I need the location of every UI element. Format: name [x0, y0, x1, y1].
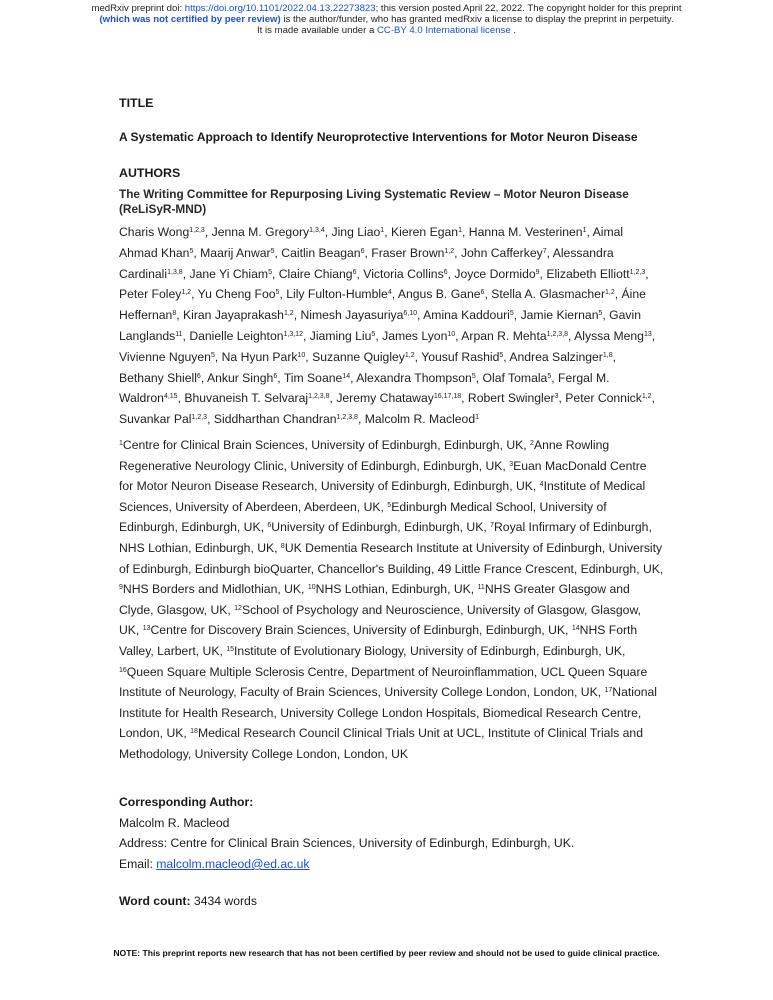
affiliation-text: Anne Rowling Regenerative Neurology Clinic, University of Edinburgh, Edinburgh, UK, [119, 437, 610, 473]
corresponding-name: Malcolm R. Macleod [119, 815, 230, 830]
author-affiliation-sup: 1,8 [602, 351, 613, 359]
author-name: Bethany Shiell [119, 370, 197, 385]
author-name: Gavin Langlands [119, 308, 641, 343]
author-name: Kiran Jayaprakash [183, 308, 284, 323]
author-affiliation-sup: 5 [268, 268, 272, 276]
author-affiliation-sup: 6 [196, 372, 201, 380]
author-affiliation-sup: 5 [371, 331, 376, 339]
author-affiliation-sup: 4 [387, 289, 392, 297]
author-affiliation-sup: 5 [509, 310, 514, 318]
license-link[interactable]: CC-BY 4.0 International license [376, 25, 511, 36]
author-affiliation-sup: 16,17,18 [433, 393, 462, 401]
title-heading: TITLE [119, 96, 154, 110]
affiliation-sup: 3 [509, 460, 514, 468]
author-affiliation-sup: 1,2,3,8 [546, 331, 569, 339]
author-name: Alyssa Meng [574, 328, 644, 343]
author-affiliation-sup: 1,2 [181, 289, 192, 297]
paper-title: A Systematic Approach to Identify Neuroprotective Interventions for Motor Neuron Disease [119, 130, 638, 144]
affiliation-sup: 13 [142, 625, 151, 633]
author-name: Jenna M. Gregory [211, 225, 310, 239]
affiliation-sup: 18 [190, 728, 198, 736]
affiliation-text: NHS Greater Glasgow and Clyde, Glasgow, UK, [119, 582, 630, 617]
affiliation-sup: 17 [604, 687, 613, 695]
author-name: Áine Heffernan [119, 287, 646, 323]
author-affiliation-sup: 13 [643, 331, 652, 339]
header-line1-suffix: ; this version posted April 22, 2022. The copyright holder for this preprint [375, 3, 682, 14]
author-name: Jamie Kiernan [520, 308, 599, 323]
affiliation-sup: 8 [280, 543, 285, 551]
affiliation-text: Centre for Clinical Brain Sciences, University of Edinburgh, Edinburgh, UK, [122, 437, 531, 452]
affiliation-sup: 7 [490, 522, 494, 530]
author-affiliation-sup: 10 [447, 331, 456, 339]
author-name: Danielle Leighton [189, 328, 284, 343]
word-count-value: 3434 words [190, 894, 257, 909]
affiliation-text: University of Edinburgh, Edinburgh, UK, [271, 520, 491, 535]
author-list: Charis Wong$^{1,2,3}$, Jenna M. Gregory$^{1,3,4}$, Jing Liao$^1$, Kieren Egan$^1$, Hanna M. Vesterinen$^1$, Aimal Ahmad Khan$^5$, Maarij Anwar$^5$, Caitlin Beagan$^6$, Fraser Brown$^{1,2}$, John Cafferkey$^7$, Alessandra Cardinali$^{1,3,8}$, Jane Yi Chiam$^5$, Claire Chiang$^6$, Victoria Collins$^6$, Joyce Dormido$^9$, Elizabeth Elliott$^{1,2,3}$, Peter Foley$^{1,2}$, Yu Cheng Foo$^5$, Lily Fulton-Humble$^4$, Angus B. Gane$^6$, Stella A. Glasmacher$^{1,2}$, Áine Heffernan$^8$, Kiran Jayaprakash$^{1,2}$, Nimesh Jayasuriya$^{6,10}$, Amina Kaddouri$^5$, Jamie Kiernan$^5$, Gavin Langlands$^{11}$, Danielle Leighton$^{1,3,12}$, Jiaming Liu$^5$, James Lyon$^{10}$, Arpan R. Mehta$^{1,2,3,8}$, Alyssa Meng$^{13}$, Vivienne Nguyen$^5$, Na Hyun Park$^{10}$, Suzanne Quigley$^{1,2}$, Yousuf Rashid$^5$, Andrea Salzinger$^{1,8}$, Bethany Shiell$^6$, Ankur Singh$^6$, Tim Soane$^{14}$, Alexandra Thompson$^5$, Olaf Tomala$^5$, Fergal M. Waldron$^{4,15}$, Bhuvaneish T. Selvaraj$^{1,2,3,8}$, Jeremy Chataway$^{16,17,18}$, Robert Swingler$^3$, Peter Connick$^{1,2}$, Suvankar Pal$^{1,2,3}$, Siddharthan Chandran$^{1,2,3,8}$, Malcolm R. Macleod$^1$ [119, 225, 656, 427]
author-affiliation-sup: 1 [458, 227, 462, 235]
author-name: Nimesh Jayasuriya [300, 308, 404, 323]
author-name: Kieren Egan [390, 225, 459, 239]
author-affiliation-sup: 6 [352, 268, 357, 276]
affiliation-text: UK Dementia Research Institute at University of Edinburgh, University of Edinburgh, Edinburgh bioQuarter, Chancellor's Building, 49 Little France Crescent, Edinburgh, UK, [119, 540, 664, 576]
author-name: Bhuvaneish T. Selvaraj [184, 391, 309, 406]
author-affiliation-sup: 1,3,4 [309, 227, 325, 235]
author-name: Joyce Dormido [454, 266, 536, 281]
author-name: Angus B. Gane [397, 287, 481, 302]
author-name: Amina Kaddouri [423, 308, 510, 323]
author-affiliation-sup: 6 [480, 289, 485, 297]
author-affiliation-sup: 5 [275, 289, 280, 297]
header-line3-prefix: It is made available under a [256, 25, 377, 36]
author-name: Fergal M. Waldron [119, 370, 610, 406]
author-name: Alessandra Cardinali [119, 245, 614, 281]
authors-heading: AUTHORS [119, 166, 181, 180]
author-name: Hanna M. Vesterinen [468, 225, 583, 239]
affiliation-text: NHS Forth Valley, Larbert, UK, [119, 623, 638, 658]
author-name: Yousuf Rashid [421, 349, 500, 364]
author-affiliation-sup: 6,10 [403, 310, 418, 318]
author-name: Peter Foley [119, 287, 182, 302]
footer-note: NOTE: This preprint reports new research that has not been certified by peer review and should not be used to guide clinical practice. [113, 948, 660, 958]
author-affiliation-sup: 4,15 [163, 393, 178, 401]
corresponding-address: Address: Centre for Clinical Brain Sciences, University of Edinburgh, Edinburgh, UK. [119, 836, 575, 851]
affiliation-sup: 14 [571, 625, 580, 633]
author-affiliation-sup: 5 [499, 351, 504, 359]
affiliation-text: School of Psychology and Neuroscience, University of Glasgow, Glasgow, UK, [119, 602, 641, 638]
affiliation-sup: 9 [119, 584, 123, 592]
author-name: Jane Yi Chiam [189, 266, 269, 281]
author-affiliation-sup: 1,2 [404, 351, 415, 359]
author-affiliation-sup: 1 [582, 227, 587, 235]
affiliation-sup: 10 [307, 584, 316, 592]
corresponding-heading: Corresponding Author: [119, 795, 254, 810]
author-affiliation-sup: 14 [342, 372, 351, 380]
author-affiliation-sup: 6 [273, 372, 278, 380]
affiliation-text: Euan MacDonald Centre for Motor Neuron Disease Research, University of Edinburgh, Edinburgh, UK, [119, 458, 647, 494]
affiliation-text: Edinburgh Medical School, University of Edinburgh, Edinburgh, UK, [119, 499, 607, 535]
affiliation-text: Medical Research Council Clinical Trials Unit at UCL, Institute of Clinical Trials and Methodology, University College London, London, UK [119, 726, 643, 761]
affiliation-sup: 6 [267, 522, 272, 530]
author-name: Jing Liao [331, 225, 381, 239]
author-name: Arpan R. Mehta [461, 328, 547, 343]
affiliation-sup: 16 [119, 666, 127, 674]
affiliation-sup: 1 [119, 440, 123, 448]
author-affiliation-sup: 7 [542, 247, 547, 255]
author-name: Claire Chiang [278, 266, 353, 281]
affiliation-sup: 5 [387, 501, 392, 509]
author-name: Fraser Brown [371, 245, 445, 260]
email-label: Email: [119, 856, 157, 871]
affiliation-text: Institute of Medical Sciences, University of Aberdeen, Aberdeen, UK, [119, 479, 646, 514]
author-name: Stella A. Glasmacher [491, 287, 606, 302]
author-name: Na Hyun Park [221, 349, 298, 364]
author-name: Maarij Anwar [200, 245, 271, 260]
author-affiliation-sup: 5 [598, 310, 603, 318]
author-affiliation-sup: 1,3,12 [283, 331, 303, 339]
author-name: Elizabeth Elliott [546, 266, 630, 281]
author-name: Lily Fulton-Humble [286, 287, 388, 302]
author-affiliation-sup: 1 [380, 227, 385, 235]
author-affiliation-sup: 1,2,3,8 [308, 393, 330, 401]
affiliation-text: Centre for Discovery Brain Sciences, University of Edinburgh, Edinburgh, UK, [150, 623, 572, 638]
author-affiliation-sup: 9 [535, 268, 540, 276]
author-affiliation-sup: 5 [189, 247, 194, 255]
author-affiliation-sup: 8 [172, 310, 177, 318]
paper-body [119, 95, 664, 908]
author-name: Charis Wong [119, 225, 190, 239]
author-affiliation-sup: 1,2 [283, 310, 294, 318]
affiliation-text: National Institute for Health Research, University College London Hospitals, Biomedical Research Centre, London, UK, [119, 685, 658, 741]
author-affiliation-sup: 1 [475, 414, 480, 422]
author-name: Aimal Ahmad Khan [119, 225, 624, 260]
author-affiliation-sup: 3 [554, 393, 559, 401]
affiliation-text: NHS Borders and Midlothian, UK, [122, 582, 308, 597]
author-affiliation-sup: 6 [443, 268, 448, 276]
author-affiliation-sup: 11 [175, 331, 183, 339]
author-name: Vivienne Nguyen [119, 349, 211, 364]
author-affiliation-sup: 5 [210, 351, 215, 359]
affiliation-sup: 15 [226, 646, 235, 654]
author-affiliation-sup: 1,2,3 [189, 227, 205, 235]
affiliation-sup: 4 [539, 481, 544, 489]
author-affiliation-sup: 1,2,3 [191, 414, 208, 422]
header-line3-suffix: . [510, 25, 517, 36]
author-name: Peter Connick [565, 391, 642, 406]
author-affiliation-sup: 5 [270, 247, 275, 255]
author-name: Suzanne Quigley [312, 349, 405, 364]
author-affiliation-sup: 6 [360, 247, 365, 255]
word-count [119, 894, 664, 908]
author-affiliation-sup: 1,3,8 [167, 268, 183, 276]
author-name: Caitlin Beagan [281, 245, 361, 260]
author-affiliation-sup: 1,2 [641, 393, 652, 401]
corresponding-author-block [119, 792, 664, 874]
author-affiliation-sup: 5 [547, 372, 552, 380]
affiliation-text: NHS Lothian, Edinburgh, UK, [315, 582, 478, 597]
author-name: Victoria Collins [363, 266, 444, 281]
author-name: Siddharthan Chandran [213, 412, 337, 427]
author-affiliation-sup: 1,2 [605, 289, 615, 297]
author-name: Malcolm R. Macleod [364, 412, 476, 427]
author-name: John Cafferkey [460, 245, 543, 260]
author-affiliation-sup: 1,2,3 [629, 268, 646, 276]
word-count-label: Word count: [119, 894, 191, 909]
affiliation-sup: 11 [477, 584, 485, 592]
author-affiliation-sup: 1,2 [444, 247, 455, 255]
author-affiliation-sup: 5 [471, 372, 476, 380]
email-link[interactable]: malcolm.macleod@ed.ac.uk [156, 856, 310, 871]
author-name: James Lyon [382, 328, 448, 343]
affiliation-list [119, 435, 664, 765]
author-name: Andrea Salzinger [509, 349, 603, 364]
author-name: Suvankar Pal [119, 412, 192, 427]
affiliation-sup: 12 [234, 604, 242, 612]
author-affiliation-sup: 10 [297, 351, 306, 359]
author-name: Jiaming Liu [309, 328, 372, 343]
affiliation-text: Institute of Evolutionary Biology, University of Edinburgh, Edinburgh, UK, [234, 643, 626, 658]
affiliation-text: Queen Square Multiple Sclerosis Centre, Department of Neuroinflammation, UCL Queen Square Institute of Neurology, Faculty of Brain Sciences, University College London, London, UK, [119, 664, 648, 700]
affiliation-sup: 2 [530, 440, 534, 448]
preprint-header [0, 3, 773, 36]
author-name: Jeremy Chataway [336, 391, 434, 406]
header-prefix: medRxiv preprint doi: [91, 3, 185, 14]
author-name: Alexandra Thompson [356, 370, 472, 385]
author-name: Ankur Singh [206, 370, 274, 385]
affiliation-text: Royal Infirmary of Edinburgh, NHS Lothian, Edinburgh, UK, [119, 520, 652, 555]
author-affiliation-sup: 1,2,3,8 [336, 414, 358, 422]
author-name: Robert Swingler [467, 391, 555, 406]
committee-name: The Writing Committee for Repurposing Living Systematic Review – Motor Neuron Disease (ReLiSyR-MND) [119, 187, 629, 216]
doi-link[interactable]: https://doi.org/10.1101/2022.04.13.22273823 [184, 3, 376, 14]
corresponding-email-line [119, 854, 664, 875]
header-line2-suffix: is the author/funder, who has granted medRxiv a license to display the preprint in perpetuity. [280, 14, 674, 25]
author-name: Yu Cheng Foo [197, 287, 276, 302]
author-name: Olaf Tomala [482, 370, 548, 385]
author-name: Tim Soane [283, 370, 343, 385]
peer-review-notice: (which was not certified by peer review) [99, 14, 281, 25]
